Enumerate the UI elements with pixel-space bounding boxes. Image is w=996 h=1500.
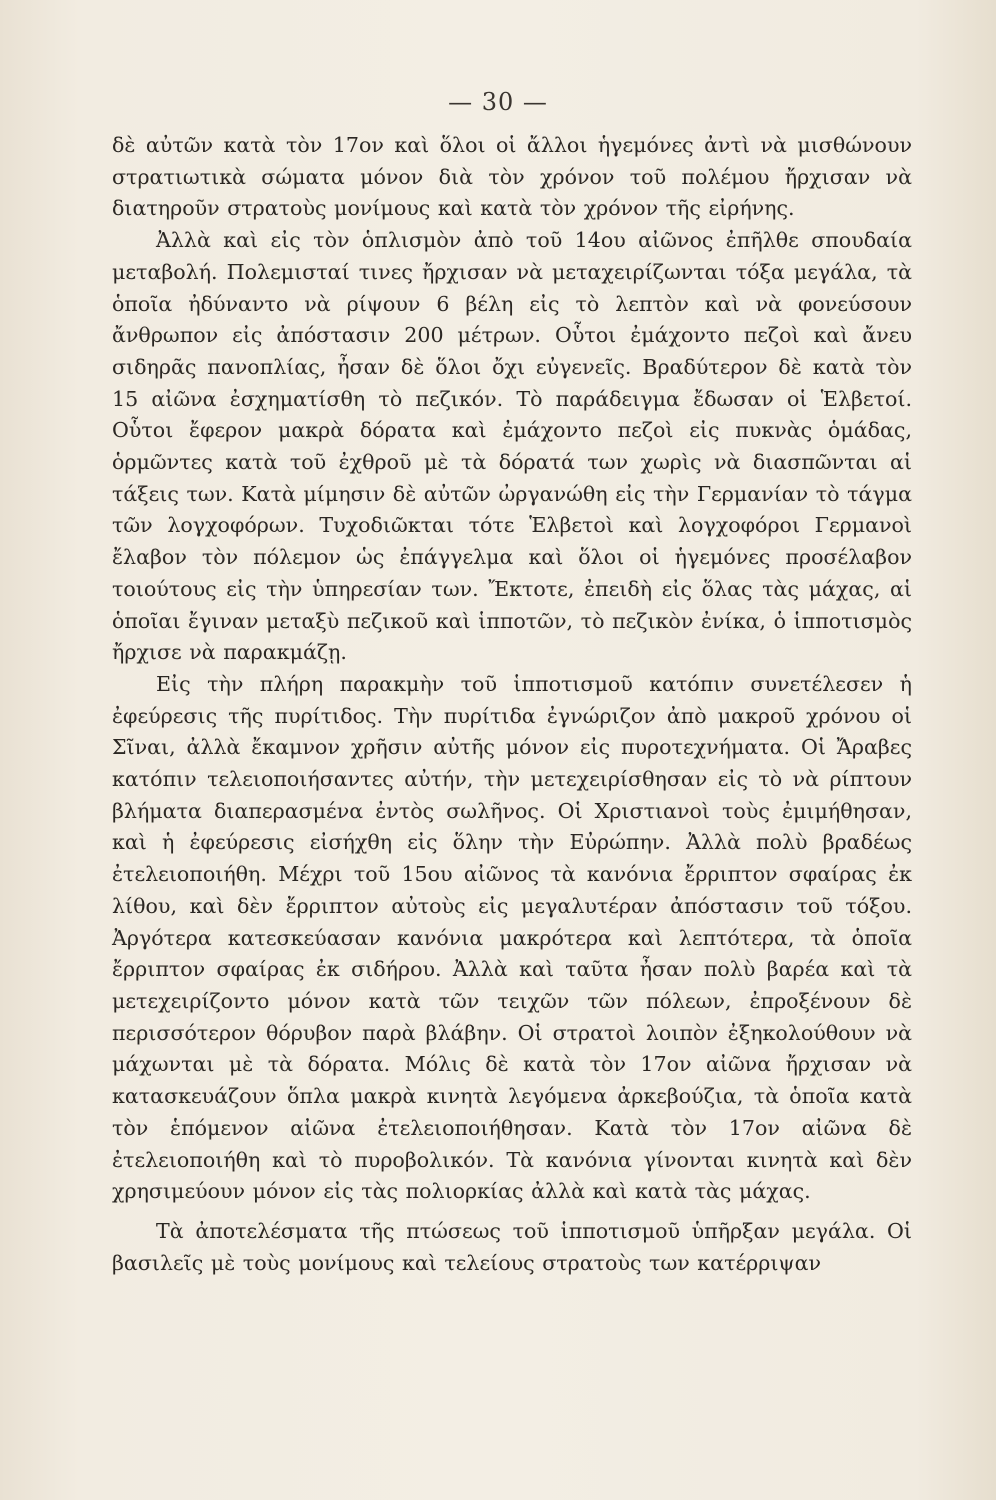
body-text	[112, 130, 912, 1279]
page-number: — 30 —	[448, 88, 548, 116]
paragraph-4: Τὰ ἀποτελέσματα τῆς πτώσεως τοῦ ἱπποτισμοῦ ὑπῆρξαν μεγάλα. Οἱ βασιλεῖς μὲ τοὺς μονίμους καὶ τελείους στρατοὺς των κατέρριψαν	[112, 1218, 912, 1275]
paragraph-2: Ἀλλὰ καὶ εἰς τὸν ὁπλισμὸν ἀπὸ τοῦ 14ου αἰῶνος ἐπῆλθε σπουδαία μεταβολή. Πολεμισταί τινες ἤρχισαν νὰ μεταχειρίζωνται τόξα μεγάλα, τὰ ὁποῖα ἠδύναντο νὰ ρίψουν 6 βέλη εἰς τὸ λεπτὸν καὶ νὰ φονεύσουν ἄνθρωπον εἰς ἀπόστασιν 200 μέτρων. Οὗτοι ἐμάχοντο πεζοὶ καὶ ἄνευ σιδηρᾶς πανοπλίας, ἦσαν δὲ ὅλοι ὄχι εὐγενεῖς. Βραδύτερον δὲ κατὰ τὸν 15 αἰῶνα ἐσχηματίσθη τὸ πεζικόν. Τὸ παράδειγμα ἔδωσαν οἱ Ἑλβετοί. Οὗτοι ἔφερον μακρὰ δόρατα καὶ ἐμάχοντο πεζοὶ εἰς πυκνὰς ὁμάδας, ὁρμῶντες κατὰ τοῦ ἐχθροῦ μὲ τὰ δόρατά των χωρὶς νὰ διασπῶνται αἱ τάξεις των. Κατὰ μίμησιν δὲ αὐτῶν ὠργανώθη εἰς τὴν Γερμανίαν τὸ τάγμα τῶν λογχοφόρων. Τυχοδιῶκται τότε Ἑλβετοὶ καὶ λογχοφόροι Γερμανοὶ ἔλαβον τὸν πόλεμον ὡς ἐπάγγελμα καὶ ὅλοι οἱ ἡγεμόνες προσέλαβον τοιούτους εἰς τὴν ὑπηρεσίαν των. Ἔκτοτε, ἐπειδὴ εἰς ὅλας τὰς μάχας, αἱ ὁποῖαι ἔγιναν μεταξὺ πεζικοῦ καὶ ἱπποτῶν, τὸ πεζικὸν ἐνίκα, ὁ ἱπποτισμὸς ἤρχισε νὰ παρακμάζῃ.	[112, 228, 912, 665]
paragraph-3: Εἰς τὴν πλήρη παρακμὴν τοῦ ἱπποτισμοῦ κατόπιν συνετέλεσεν ἡ ἐφεύρεσις τῆς πυρίτιδος. Τὴν πυρίτιδα ἐγνώριζον ἀπὸ μακροῦ χρόνου οἱ Σῖναι, ἀλλὰ ἔκαμνον χρῆσιν αὐτῆς μόνον εἰς πυροτεχνήματα. Οἱ Ἄραβες κατόπιν τελειοποιήσαντες αὐτήν, τὴν μετεχειρίσθησαν εἰς τὸ νὰ ρίπτουν βλήματα διαπερασμένα ἐντὸς σωλῆνος. Οἱ Χριστιανοὶ τοὺς ἐμιμήθησαν, καὶ ἡ ἐφεύρεσις εἰσήχθη εἰς ὅλην τὴν Εὐρώπην. Ἀλλὰ πολὺ βραδέως ἐτελειοποιήθη. Μέχρι τοῦ 15ου αἰῶνος τὰ κανόνια ἔρριπτον σφαίρας ἐκ λίθου, καὶ δὲν ἔρριπτον αὐτοὺς εἰς μεγαλυτέραν ἀπόστασιν τοῦ τόξου. Ἀργότερα κατεσκεύασαν κανόνια μακρότερα καὶ λεπτότερα, τὰ ὁποῖα ἔρριπτον σφαίρας ἐκ σιδήρου. Ἀλλὰ καὶ ταῦτα ἦσαν πολὺ βαρέα καὶ τὰ μετεχειρίζοντο μόνον κατὰ τῶν τειχῶν τῶν πόλεων, ἐπροξένουν δὲ περισσότερον θόρυβον παρὰ βλάβην. Οἱ στρατοὶ λοιπὸν ἐξηκολούθουν νὰ μάχωνται μὲ τὰ δόρατα. Μόλις δὲ κατὰ τὸν 17ον αἰῶνα ἤρχισαν νὰ κατασκευάζουν ὅπλα μακρὰ κινητὰ λεγόμενα ἀρκεβούζια, τὰ ὁποῖα κατὰ τὸν ἑπόμενον αἰῶνα ἐτελειοποιήθησαν. Κατὰ τὸν 17ον αἰῶνα δὲ ἐτελειοποιήθη καὶ τὸ πυροβολικόν. Τὰ κανόνια γίνονται κινητὰ καὶ δὲν χρησιμεύουν μόνον εἰς τὰς πολιορκίας ἀλλὰ καὶ κατὰ τὰς μάχας.	[112, 671, 912, 1204]
paragraph-1: δὲ αὐτῶν κατὰ τὸν 17ον καὶ ὅλοι οἱ ἄλλοι ἡγεμόνες ἀντὶ νὰ μισθώνουν στρατιωτικὰ σώματα μόνον διὰ τὸν χρόνον τοῦ πολέμου ἤρχισαν νὰ διατηροῦν στρατοὺς μονίμους καὶ κατὰ τὸν χρόνον τῆς εἰρήνης.	[112, 133, 912, 221]
